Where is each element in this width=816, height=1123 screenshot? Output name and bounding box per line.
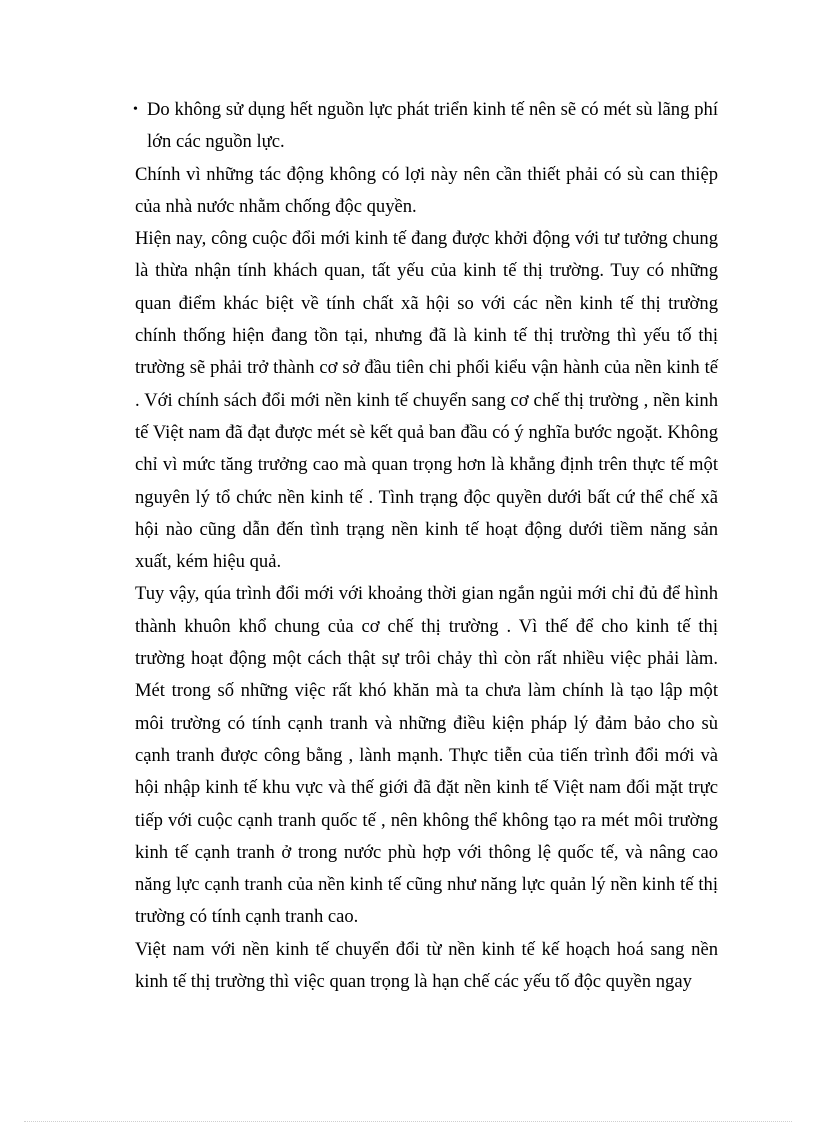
paragraph-1: Chính vì những tác động không có lợi này nên cần thiết phải có sù can thiệp của nhà nước nhằm chống độc quyền. <box>135 163 718 217</box>
bullet-list-item <box>135 94 718 159</box>
paragraph-2: Hiện nay, công cuộc đổi mới kinh tế đang được khởi động với tư tưởng chung là thừa nhận tính khách quan, tất yếu của kinh tế thị trường. Tuy có những quan điểm khác biệt về tính chất xã hội so với các nền kinh tế thị trường chính thống hiện đang tồn tại, nhưng đã là kinh tế thị trường thì yếu tố thị trường sẽ phải trở thành cơ sở đầu tiên chi phối kiểu vận hành của nền kinh tế . Với chính sách đổi mới nền kinh tế chuyển sang cơ chế thị trường , nền kinh tế Việt nam đã đạt được mét sè kết quả ban đầu có ý nghĩa bước ngoặt. Không chỉ vì mức tăng trưởng cao mà quan trọng hơn là khẳng định trên thực tế một nguyên lý tổ chức nền kinh tế . Tình trạng độc quyền dưới bất cứ thể chế xã hội nào cũng dẫn đến tình trạng nền kinh tế hoạt động dưới tiềm năng sản xuất, kém hiệu quả. <box>135 228 718 573</box>
bullet-icon: • <box>133 102 138 117</box>
page-bottom-divider <box>24 1121 792 1122</box>
paragraph-3: Tuy vậy, qúa trình đổi mới với khoảng thời gian ngắn ngủi mới chỉ đủ để hình thành khuôn khổ chung của cơ chế thị trường . Vì thế để cho kinh tế thị trường hoạt động một cách thật sự trôi chảy thì còn rất nhiều việc phải làm. Mét trong số những việc rất khó khăn mà ta chưa làm chính là tạo lập một môi trường có tính cạnh tranh và những điều kiện pháp lý đảm bảo cho sù cạnh tranh được công bằng , lành mạnh. Thực tiễn của tiến trình đổi mới và hội nhập kinh tế khu vực và thế giới đã đặt nền kinh tế Việt nam đối mặt trực tiếp với cuộc cạnh tranh quốc tế , nên không thể không tạo ra mét môi trường kinh tế cạnh tranh ở trong nước phù hợp với thông lệ quốc tế, và nâng cao năng lực cạnh tranh của nền kinh tế cũng như năng lực quản lý nền kinh tế thị trường có tính cạnh tranh cao. <box>135 583 718 928</box>
document-body <box>135 94 718 998</box>
paragraph-4: Việt nam với nền kinh tế chuyển đổi từ nền kinh tế kế hoạch hoá sang nền kinh tế thị trường thì việc quan trọng là hạn chế các yếu tố độc quyền ngay <box>135 938 718 993</box>
bullet-text: Do không sử dụng hết nguồn lực phát triển kinh tế nên sẽ có mét sù lãng phí lớn các nguồn lực. <box>147 99 718 153</box>
